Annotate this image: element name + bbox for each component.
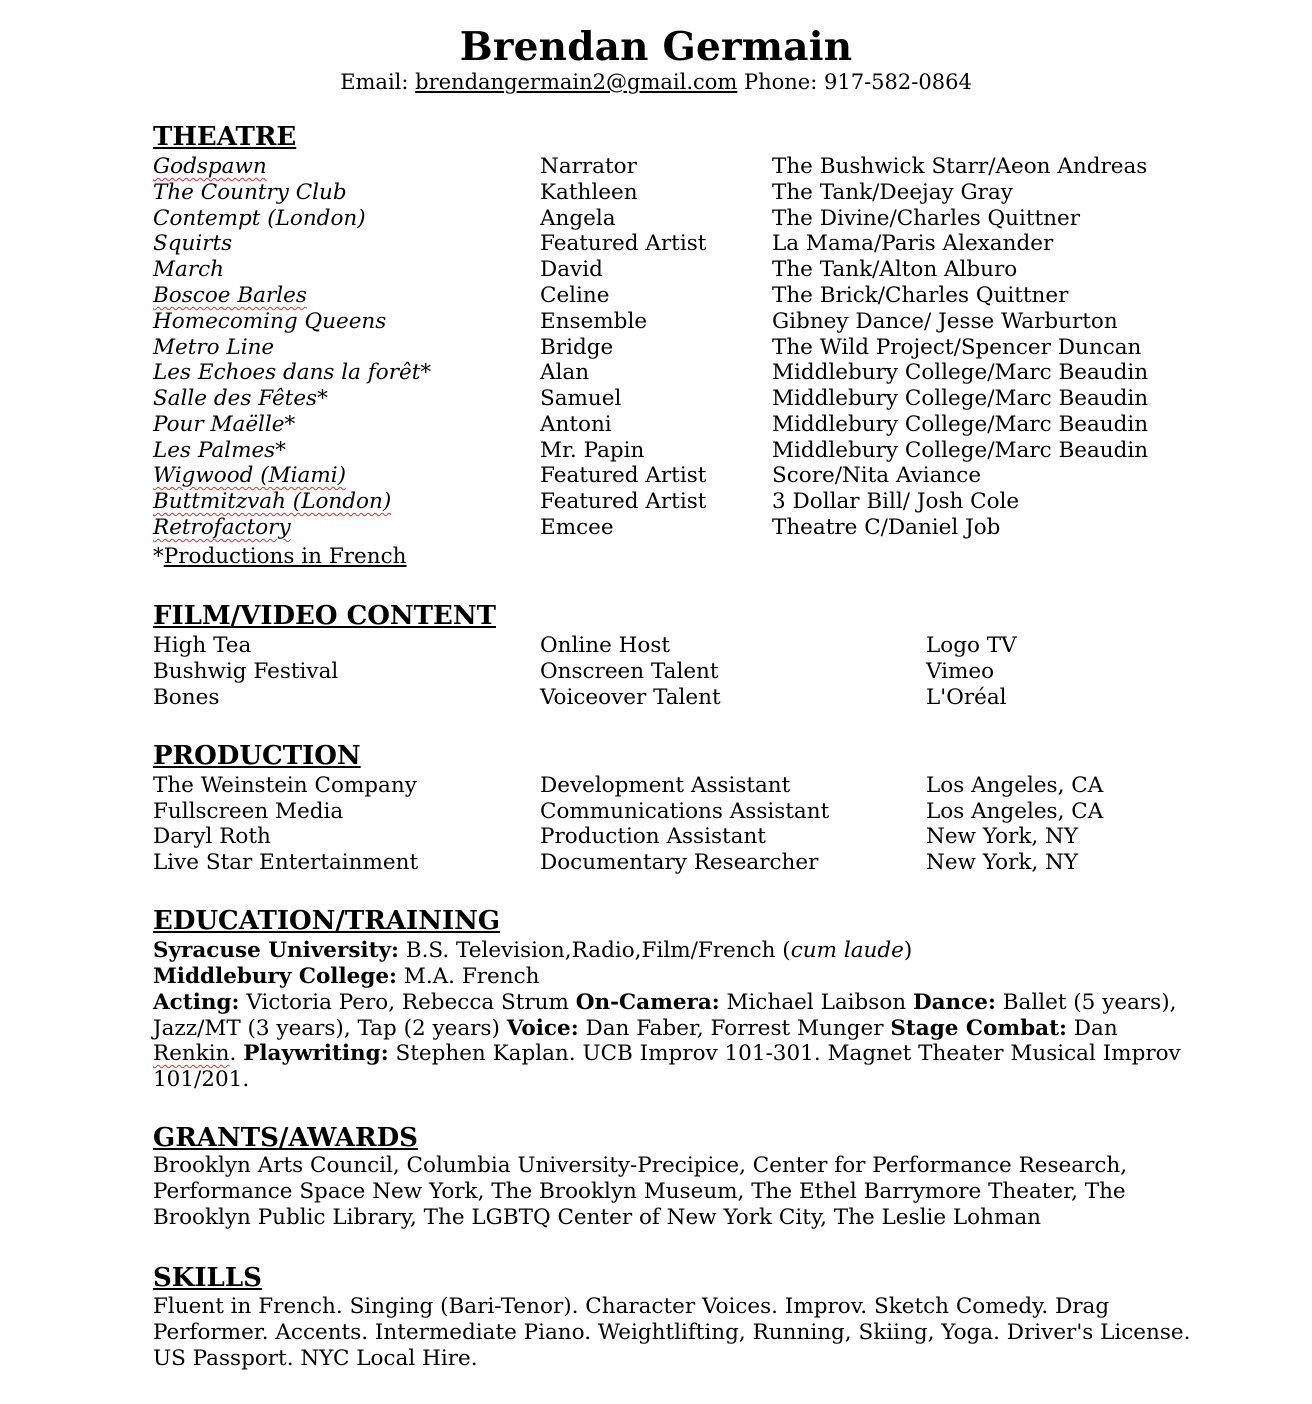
combat-teacher: Dan (1066, 1016, 1118, 1041)
venue-director: Middlebury College/Marc Beaudin (772, 438, 1149, 463)
venue-director: The Divine/Charles Quittner (772, 206, 1081, 231)
theatre-row (0, 386, 1312, 412)
location: Los Angeles, CA (926, 773, 1104, 798)
role: Samuel (540, 386, 622, 411)
training-line-2 (153, 1016, 1163, 1042)
production-title: Metro Line (153, 335, 275, 360)
company: The Weinstein Company (153, 773, 417, 798)
note-asterisk: * (153, 544, 164, 569)
film-title: High Tea (153, 633, 252, 658)
role: Featured Artist (540, 463, 707, 488)
role: Angela (540, 206, 616, 231)
film-role: Onscreen Talent (540, 659, 719, 684)
film-row (0, 685, 1312, 711)
film-title: Bones (153, 685, 220, 710)
dance-label: Dance: (912, 990, 996, 1015)
production-title: Les Palmes* (153, 438, 286, 463)
production-title: Buttmitzvah (London) (153, 489, 392, 514)
venue-director: La Mama/Paris Alexander (772, 231, 1054, 256)
role: Alan (540, 360, 590, 385)
location: New York, NY (926, 824, 1079, 849)
venue-director: The Wild Project/Spencer Duncan (772, 335, 1142, 360)
theatre-row (0, 231, 1312, 257)
theatre-row (0, 283, 1312, 309)
role: Emcee (540, 515, 614, 540)
combat-label: Stage Combat: (890, 1016, 1067, 1041)
acting-label: Acting: (153, 990, 240, 1015)
production-title: Retrofactory (153, 515, 291, 540)
contact-line (0, 69, 1312, 95)
phone-label: Phone: (737, 70, 824, 94)
job-role: Development Assistant (540, 773, 791, 798)
production-title: Salle des Fêtes* (153, 386, 328, 411)
middlebury-degree: M.A. French (396, 964, 540, 989)
production-row (0, 799, 1312, 825)
role: Narrator (540, 154, 637, 179)
production-title: Pour Maëlle* (153, 412, 296, 437)
theatre-row (0, 438, 1312, 464)
email-link[interactable]: brendangermain2@gmail.com (415, 70, 738, 94)
french-productions-note (153, 544, 406, 570)
production-row (0, 850, 1312, 876)
resume-name: Brendan Germain (459, 24, 853, 70)
training-line-1 (153, 990, 1177, 1016)
film-row (0, 633, 1312, 659)
role: Featured Artist (540, 231, 707, 256)
film-role: Online Host (540, 633, 670, 658)
production-title: March (153, 257, 224, 282)
film-role: Voiceover Talent (540, 685, 721, 710)
middlebury-label: Middlebury College: (153, 964, 397, 989)
theatre-row (0, 463, 1312, 489)
grants-line: Brooklyn Public Library, The LGBTQ Center of New York City, The Leslie Lohman (153, 1205, 1041, 1230)
production-row (0, 773, 1312, 799)
production-title: Contempt (London) (153, 206, 366, 231)
venue-director: Middlebury College/Marc Beaudin (772, 386, 1149, 411)
role: Bridge (540, 335, 614, 360)
email-label: Email: (340, 70, 416, 94)
theatre-row (0, 360, 1312, 386)
job-role: Production Assistant (540, 824, 766, 849)
company: Daryl Roth (153, 824, 271, 849)
venue-director: The Bushwick Starr/Aeon Andreas (772, 154, 1148, 179)
education-syracuse (153, 938, 1163, 964)
film-outlet: L'Oréal (926, 685, 1007, 710)
venue-director: The Tank/Deejay Gray (772, 180, 1013, 205)
company: Live Star Entertainment (153, 850, 419, 875)
production-heading: PRODUCTION (153, 741, 361, 771)
training-line-3 (153, 1041, 1181, 1067)
production-row (0, 824, 1312, 850)
theatre-heading: THEATRE (153, 122, 297, 152)
production-title: Godspawn (153, 154, 267, 179)
film-row (0, 659, 1312, 685)
grants-line: Brooklyn Arts Council, Columbia University-Precipice, Center for Performance Research, (153, 1153, 1128, 1178)
combat-teacher-surname: Renkin (153, 1041, 230, 1066)
job-role: Documentary Researcher (540, 850, 819, 875)
venue-director: 3 Dollar Bill/ Josh Cole (772, 489, 1020, 514)
skills-line: US Passport. NYC Local Hire. (153, 1346, 478, 1371)
skills-heading: SKILLS (153, 1263, 262, 1293)
theatre-row (0, 154, 1312, 180)
voice-label: Voice: (506, 1016, 579, 1041)
skills-line: Fluent in French. Singing (Bari-Tenor). Character Voices. Improv. Sketch Comedy. Drag (153, 1294, 1110, 1319)
role: Featured Artist (540, 489, 707, 514)
education-heading: EDUCATION/TRAINING (153, 906, 501, 936)
theatre-row (0, 206, 1312, 232)
film-outlet: Logo TV (926, 633, 1017, 658)
education-middlebury (153, 964, 1163, 990)
location: Los Angeles, CA (926, 799, 1104, 824)
role: Kathleen (540, 180, 638, 205)
dance-styles: Jazz/MT (3 years), Tap (2 years) (153, 1016, 507, 1041)
theatre-row (0, 180, 1312, 206)
venue-director: Middlebury College/Marc Beaudin (772, 360, 1149, 385)
theatre-row (0, 309, 1312, 335)
film-heading: FILM/VIDEO CONTENT (153, 601, 496, 631)
camera-label: On-Camera: (575, 990, 720, 1015)
camera-teacher: Michael Laibson (719, 990, 913, 1015)
venue-director: The Tank/Alton Alburo (772, 257, 1018, 282)
phone-number: 917-582-0864 (824, 70, 972, 94)
separator: . (229, 1041, 244, 1066)
role: Antoni (540, 412, 612, 437)
role: Celine (540, 283, 610, 308)
production-title: Homecoming Queens (153, 309, 387, 334)
theatre-row (0, 412, 1312, 438)
film-outlet: Vimeo (926, 659, 995, 684)
venue-director: The Brick/Charles Quittner (772, 283, 1069, 308)
theatre-row (0, 489, 1312, 515)
playwriting-label: Playwriting: (243, 1041, 389, 1066)
production-title: Boscoe Barles (153, 283, 307, 308)
role: Ensemble (540, 309, 648, 334)
role: Mr. Papin (540, 438, 645, 463)
production-title: Wigwood (Miami) (153, 463, 346, 488)
syracuse-close: ) (903, 938, 913, 963)
film-title: Bushwig Festival (153, 659, 339, 684)
voice-teachers: Dan Faber, Forrest Munger (578, 1016, 891, 1041)
company: Fullscreen Media (153, 799, 344, 824)
training-line-4: 101/201. (153, 1067, 250, 1092)
job-role: Communications Assistant (540, 799, 830, 824)
venue-director: Theatre C/Daniel Job (772, 515, 1001, 540)
theatre-row (0, 257, 1312, 283)
production-title: The Country Club (153, 180, 347, 205)
syracuse-honor: cum laude (790, 938, 904, 963)
venue-director: Score/Nita Aviance (772, 463, 982, 488)
location: New York, NY (926, 850, 1079, 875)
theatre-row (0, 335, 1312, 361)
grants-line: Performance Space New York, The Brooklyn Museum, The Ethel Barrymore Theater, The (153, 1179, 1126, 1204)
note-text: Productions in French (163, 544, 407, 569)
skills-line: Performer. Accents. Intermediate Piano. Weightlifting, Running, Skiing, Yoga. Driver's License. (153, 1320, 1191, 1345)
venue-director: Middlebury College/Marc Beaudin (772, 412, 1149, 437)
syracuse-degree: B.S. Television,Radio,Film/French ( (398, 938, 791, 963)
production-title: Les Echoes dans la forêt* (153, 360, 432, 385)
grants-heading: GRANTS/AWARDS (153, 1123, 418, 1153)
production-title: Squirts (153, 231, 233, 256)
playwriting-text: Stephen Kaplan. UCB Improv 101-301. Magnet Theater Musical Improv (388, 1041, 1181, 1066)
acting-teachers: Victoria Pero, Rebecca Strum (239, 990, 576, 1015)
theatre-row (0, 515, 1312, 541)
syracuse-label: Syracuse University: (153, 938, 399, 963)
dance-text: Ballet (5 years), (995, 990, 1177, 1015)
role: David (540, 257, 603, 282)
venue-director: Gibney Dance/ Jesse Warburton (772, 309, 1118, 334)
